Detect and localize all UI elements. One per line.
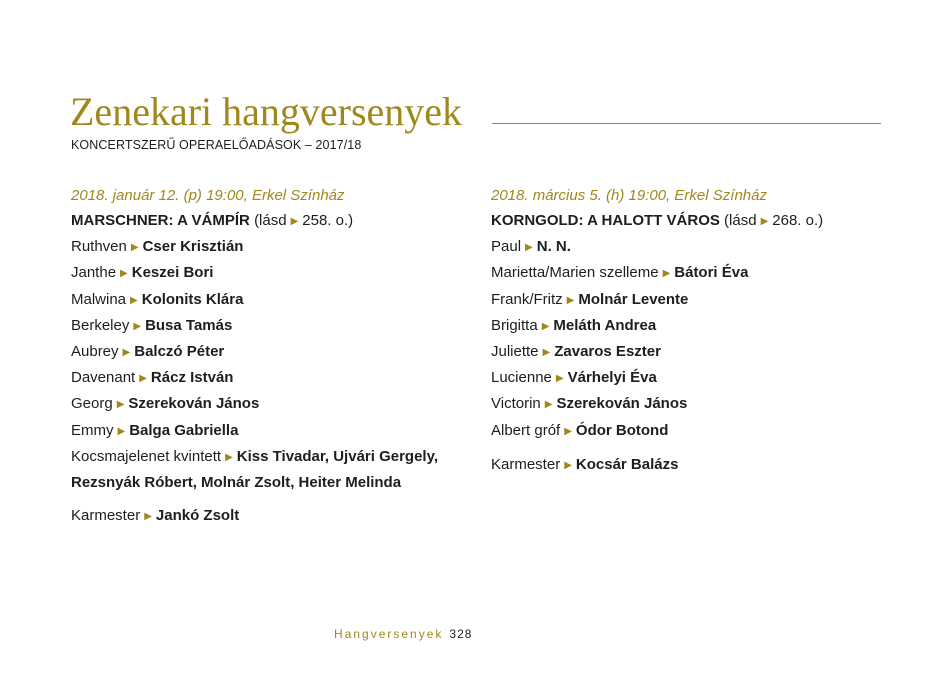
cast-name: Cser Krisztián [142,238,244,256]
cast-role: Aubrey [71,343,119,361]
arrow-icon: ▶ [130,242,139,254]
ref-prefix: (lásd [724,212,757,229]
cast-row [71,313,491,339]
cast-name: Balczó Péter [134,343,225,361]
footer-section: Hangversenyek [334,627,444,641]
arrow-icon: ▶ [130,294,138,306]
cast-name: Kiss Tivadar, Ujvári Gergely, [236,447,438,465]
cast-role: Albert gróf [491,421,561,439]
cast-row [491,313,911,339]
concert-column-1 [71,184,491,529]
work-line [71,208,491,234]
title-rule [492,123,881,124]
cast-name: Ódor Botond [575,421,669,439]
cast-role: Brigitta [491,316,538,334]
cast-role: Georg [71,395,113,413]
concert-column-2 [491,184,911,478]
arrow-icon: ▶ [555,373,564,385]
arrow-icon: ▶ [116,399,125,411]
ref-page: 258. o.) [302,212,354,229]
concert-date: 2018. január 12. (p) 19:00, Erkel Színház [71,187,345,204]
cast-row [71,418,491,444]
ref-prefix: (lásd [254,212,287,229]
arrow-icon: ▶ [564,459,572,471]
conductor-role: Karmester [491,455,561,473]
cast-role: Emmy [71,421,114,439]
cast-role: Marietta/Marien szelleme [491,264,659,282]
arrow-icon: ▶ [760,216,769,227]
cast-name: Zavaros Eszter [554,343,661,361]
conductor-row [491,452,911,478]
cast-role: Malwina [71,290,127,308]
cast-row [491,339,911,365]
page-number: 328 [449,627,473,641]
cast-row [71,287,491,313]
cast-role: Kocsmajelenet kvintett [71,447,222,465]
cast-role: Davenant [71,369,136,387]
arrow-icon: ▶ [662,268,671,280]
cast-row [491,287,911,313]
work-title: KORNGOLD: A HALOTT VÁROS [491,212,720,229]
cast-row [71,234,491,260]
arrow-icon: ▶ [133,320,142,332]
conductor-name: Kocsár Balázs [575,455,679,473]
page-footer [334,624,472,644]
cast-role: Juliette [491,343,539,361]
cast-name: Várhelyi Éva [567,369,657,387]
cast-row [71,260,491,286]
cast-row [71,365,491,391]
arrow-icon: ▶ [122,347,131,359]
cast-role: Ruthven [71,238,127,256]
conductor-row [71,503,491,529]
arrow-icon: ▶ [544,399,553,411]
cast-name: Molnár Levente [578,290,689,308]
cast-name: Rácz István [150,369,234,387]
cast-role: Paul [491,238,522,256]
cast-row [71,391,491,417]
conductor-name: Jankó Zsolt [155,507,240,525]
cast-row [491,391,911,417]
arrow-icon: ▶ [541,320,550,332]
cast-name: Szerekován János [556,395,688,413]
cast-name: Balga Gabriella [129,421,239,439]
cast-name: Bátori Éva [674,264,749,282]
ref-page: 268. o.) [772,212,824,229]
concert-date: 2018. március 5. (h) 19:00, Erkel Színház [491,187,767,204]
cast-row [491,365,911,391]
cast-name: Busa Tamás [145,316,233,334]
arrow-icon: ▶ [542,347,551,359]
page-title: Zenekari hangversenyek [70,89,463,134]
cast-name-continued: Rezsnyák Róbert, Molnár Zsolt, Heiter Melinda [71,474,402,492]
cast-name: Kolonits Klára [141,290,244,308]
work-title: MARSCHNER: A VÁMPÍR [71,212,250,229]
arrow-icon: ▶ [144,511,152,523]
work-line [491,208,911,234]
cast-name: Keszei Bori [131,264,214,282]
arrow-icon: ▶ [225,451,233,463]
cast-role: Frank/Fritz [491,290,563,308]
cast-row [71,339,491,365]
cast-role: Victorin [491,395,541,413]
cast-row [491,418,911,444]
cast-role: Lucienne [491,369,552,387]
cast-name: N. N. [536,238,571,256]
cast-role: Berkeley [71,316,130,334]
arrow-icon: ▶ [525,242,533,254]
cast-row [71,444,491,470]
cast-name: Szerekován János [128,395,260,413]
cast-row [491,260,911,286]
arrow-icon: ▶ [566,294,575,306]
arrow-icon: ▶ [120,268,128,280]
conductor-role: Karmester [71,507,141,525]
cast-name: Meláth Andrea [553,316,657,334]
arrow-icon: ▶ [290,216,299,227]
subtitle: KONCERTSZERŰ OPERAELŐADÁSOK – 2017/18 [71,138,362,152]
arrow-icon: ▶ [117,425,126,437]
cast-role: Janthe [71,264,117,282]
cast-row [491,234,911,260]
arrow-icon: ▶ [564,425,572,437]
arrow-icon: ▶ [139,373,147,385]
